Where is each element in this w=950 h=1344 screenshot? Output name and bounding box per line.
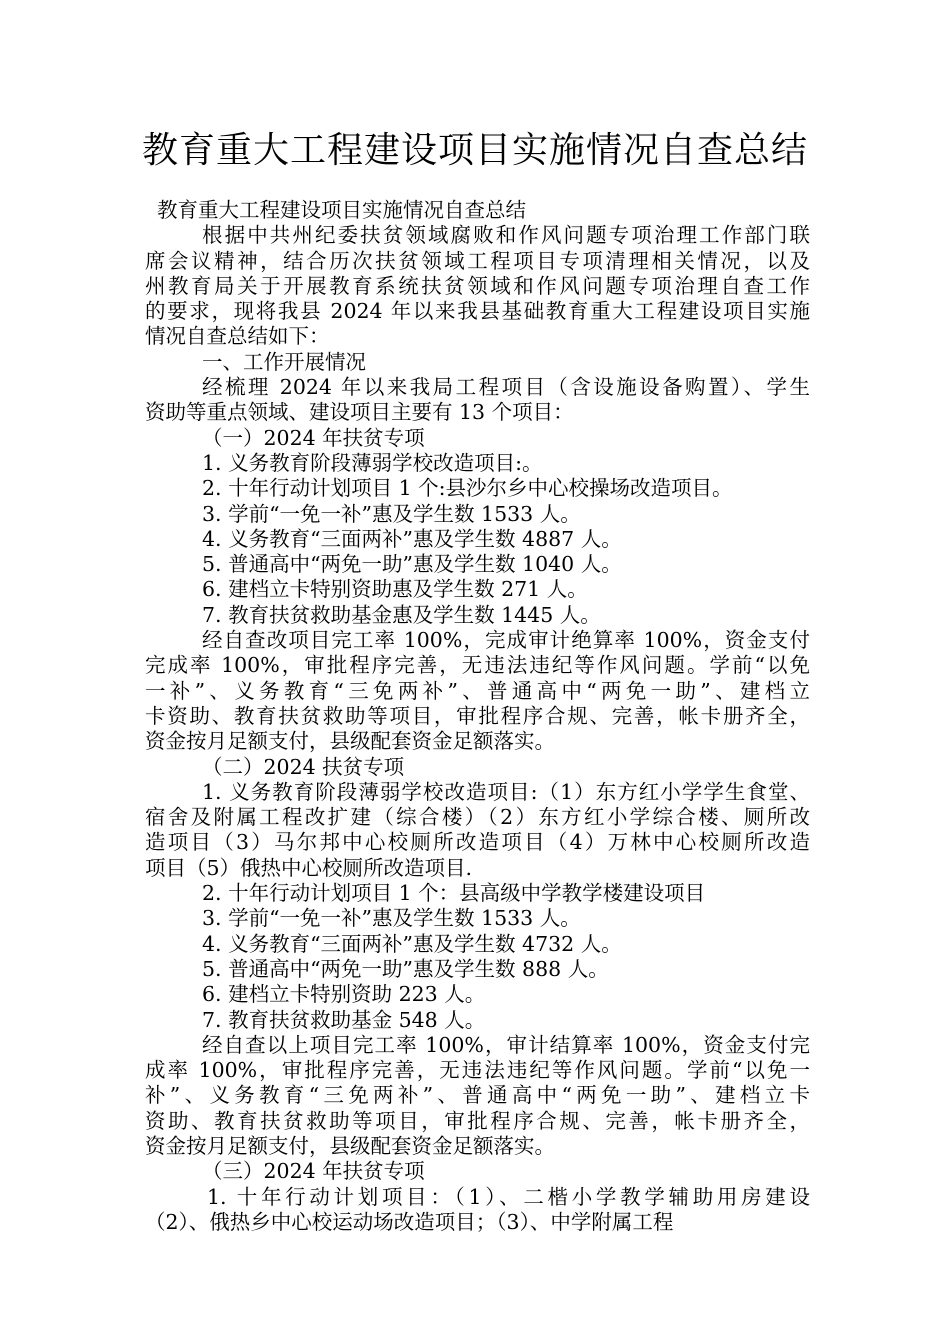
paragraph-line: 6. 建档立卡特别资助 223 人。 bbox=[202, 982, 486, 1007]
paragraph-line: 经自查改项目完工率 100%，完成审计绝算率 100%，资金支付 bbox=[202, 628, 810, 653]
document-body bbox=[145, 198, 810, 1235]
paragraph-line: 根据中共州纪委扶贫领域腐败和作风问题专项治理工作部门联 bbox=[202, 223, 810, 248]
paragraph-line: 2. 十年行动计划项目 1 个：县高级中学教学楼建设项目 bbox=[202, 881, 706, 906]
paragraph-line: 1. 义务教育阶段薄弱学校改造项目:（1）东方红小学学生食堂、 bbox=[202, 779, 810, 804]
paragraph-line: 5. 普通高中“两免一助”惠及学生数 888 人。 bbox=[202, 956, 609, 981]
paragraph-line: 经自查以上项目完工率 100%，审计结算率 100%，资金支付完 bbox=[202, 1032, 810, 1057]
paragraph-line: 4. 义务教育“三面两补”惠及学生数 4732 人。 bbox=[202, 931, 622, 956]
paragraph-line: 1. 十年行动计划项目：（1）、二楷小学教学辅助用房建设 bbox=[207, 1184, 810, 1209]
paragraph-line: 卡资助、教育扶贫救助等项目，审批程序合规、完善，帐卡册齐全， bbox=[145, 703, 810, 728]
paragraph-line: 经梳理 2024 年以来我局工程项目（含设施设备购置）、学生 bbox=[202, 375, 810, 400]
paragraph-line: 造项目（3）马尔邦中心校厕所改造项目（4）万林中心校厕所改造 bbox=[145, 830, 810, 855]
paragraph-line: 3. 学前“一免一补”惠及学生数 1533 人。 bbox=[202, 906, 581, 931]
paragraph-line: 1. 义务教育阶段薄弱学校改造项目:。 bbox=[202, 450, 543, 475]
paragraph-line: 一、工作开展情况 bbox=[202, 349, 366, 374]
paragraph-line: （一）2024 年扶贫专项 bbox=[202, 425, 425, 450]
paragraph-line: 完成率 100%，审批程序完善，无违法违纪等作风问题。学前“以免 bbox=[145, 653, 810, 678]
paragraph-line: 资金按月足额支付，县级配套资金足额落实。 bbox=[145, 1133, 555, 1158]
paragraph-line: 的要求，现将我县 2024 年以来我县基础教育重大工程建设项目实施 bbox=[145, 299, 810, 324]
paragraph-line: 情况自查总结如下： bbox=[145, 324, 330, 349]
document-title: 教育重大工程建设项目实施情况自查总结 bbox=[141, 130, 808, 171]
paragraph-line: 资助、教育扶贫救助等项目，审批程序合规、完善，帐卡册齐全， bbox=[145, 1108, 810, 1133]
paragraph-line: 席会议精神，结合历次扶贫领域工程项目专项清理相关情况，以及 bbox=[145, 248, 810, 273]
paragraph-line: 一补”、义务教育“三免两补”、普通高中“两免一助”、建档立 bbox=[145, 678, 810, 703]
paragraph-line: 3. 学前“一免一补”惠及学生数 1533 人。 bbox=[202, 501, 581, 526]
paragraph-line: 教育重大工程建设项目实施情况自查总结 bbox=[157, 198, 526, 222]
paragraph-line: 补”、义务教育“三免两补”、普通高中“两免一助”、建档立卡 bbox=[145, 1083, 810, 1108]
paragraph-line: 资金按月足额支付，县级配套资金足额落实。 bbox=[145, 729, 555, 754]
paragraph-line: 7. 教育扶贫救助基金惠及学生数 1445 人。 bbox=[202, 602, 601, 627]
paragraph-line: 宿舍及附属工程改扩建（综合楼）（2）东方红小学综合楼、厕所改 bbox=[145, 805, 810, 830]
paragraph-line: 成率 100%，审批程序完善，无违法违纪等作风问题。学前“以免一 bbox=[145, 1058, 810, 1083]
paragraph-line: （三）2024 年扶贫专项 bbox=[202, 1159, 425, 1184]
paragraph-line: 资助等重点领域、建设项目主要有 13 个项目： bbox=[145, 400, 574, 425]
paragraph-line: 2. 十年行动计划项目 1 个:县沙尔乡中心校操场改造项目。 bbox=[202, 476, 733, 501]
paragraph-line: 项目（5）俄热中心校厕所改造项目. bbox=[145, 855, 473, 880]
paragraph-line: 4. 义务教育“三面两补”惠及学生数 4887 人。 bbox=[202, 526, 622, 551]
paragraph-line: 5. 普通高中“两免一助”惠及学生数 1040 人。 bbox=[202, 552, 622, 577]
paragraph-line: 州教育局关于开展教育系统扶贫领域和作风问题专项治理自查工作 bbox=[145, 273, 810, 298]
paragraph-line: 6. 建档立卡特别资助惠及学生数 271 人。 bbox=[202, 577, 588, 602]
paragraph-line: （二）2024 扶贫专项 bbox=[202, 754, 405, 779]
paragraph-line: 7. 教育扶贫救助基金 548 人。 bbox=[202, 1007, 486, 1032]
paragraph-line: （2）、俄热乡中心校运动场改造项目；（3）、中学附属工程 bbox=[145, 1209, 674, 1234]
